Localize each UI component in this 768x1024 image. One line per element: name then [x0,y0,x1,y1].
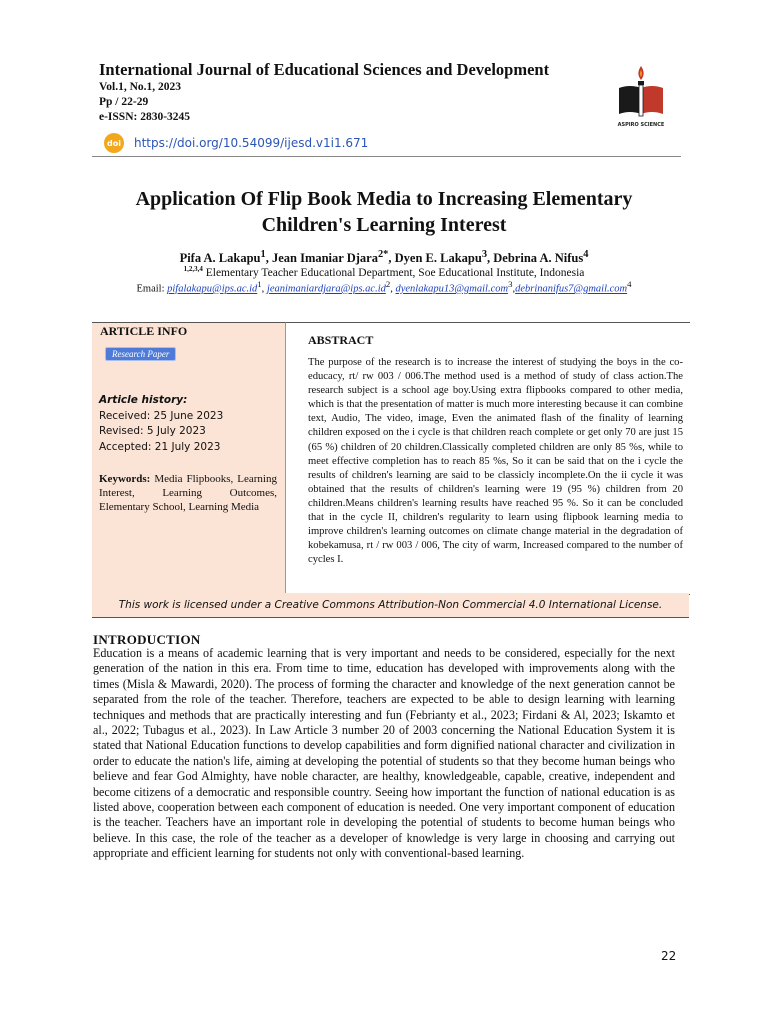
research-paper-tag: Research Paper [105,347,176,361]
received-date: Received: 25 June 2023 [99,409,224,422]
author-sup: 4 [583,249,589,260]
email-sup: 1 [257,279,262,289]
accepted-date: Accepted: 21 July 2023 [99,440,221,453]
doi-icon: doi [104,133,124,153]
history-heading: Article history: [99,394,188,406]
author-list: Pifa A. Lakapu$^1$, Jean Imaniar Djara$^{2*}$, Dyen E. Lakapu$^3$, Debrina A. Nifus$^4$ [179,249,589,266]
logo-emblem-icon [613,62,669,130]
email-link[interactable]: jeanimaniardjara@ips.ac.id [266,283,386,295]
volume-info: Vol.1, No.1, 2023 [99,81,181,93]
author-name: Dyen E. Lakapu [394,251,482,266]
doi-link[interactable]: https://doi.org/10.54099/ijesd.v1i1.671 [134,136,369,150]
introduction-text: Education is a means of academic learning that is very important and needs to be considered, especially for the next generation of the nation in this era. From time to time, education has developed with improvements along with the times (Misla & Mawardi, 2020). The process of forming the character and knowledge of the next generation cannot be separated from the role of the teacher. Therefore, teachers are expected to be able to design learning with learning techniques and methods that are practically interesting and fun (Febrianty et al., 2023; Firdani & Al, 2023; Iskamto et al., 2022; Tubagus et al., 2023). In Law Article 3 number 20 of 2003 concerning the National Education System it is stated that National Education functions to develop capabilities and form dignified national character and civilization in order to educate the nation's life, aiming at developing the potential of students so that they become human beings who believe and fear God Almighty, have noble character, are healthy, knowledgeable, capable, creative, independent and become citizens of a democratic and responsible country. Seeing how important the function of national education is as listed above, cooperation between each component of education is needed. One very important component of education is the teacher. Teachers have an important role in developing the potential of students to become human beings who believe. In this case, the role of the teacher as a developer of knowledge is very large in choosing and carrying out appropriate and efficient learning for students not only with conventional-based learning. [93,646,675,861]
license-notice [92,593,689,618]
introduction-heading: INTRODUCTION [93,632,201,647]
abstract-text: The purpose of the research is to increase the interest of studying the boys in the co-educacy, rt/ rw 003 / 006.The method used is a method of study of class action.The research subject is a school age boy.Using extra flipbooks compared to other media, which is that the presentation of matter is much more interesting because it can combine text, Audio, The video, image, Even the animated flash of the finality of learning children exposed on the i cycle is that children reach complete or get only 70 are just 15 (65 %) children of 20 children.Classically completed children are only 85 %s, while to meet effective completion has to reach 85 %s, So it can be said that on the i cycle the results of children's learning are said to be classicly incomplete.On the ii cycle it was obtained that the results of children's learning were 19 (95 %) children from 20 children.Means children's learning results have reached 95 %. So it can be concluded that in the cycle II, children's regularity to learn using flipbook learning media to improve children's learning outcomes on climate change material in the degradation of kobekamusa, rt / rw 003 / 006, The city of warm, Increased compared to the number of cycles I. [308,357,683,566]
affiliation-sup: 1,2,3,4 [183,265,203,273]
affiliation-text: Elementary Teacher Educational Department, Soe Educational Institute, Indonesia [205,266,585,279]
affiliation [60,265,708,279]
title-line-2: Children's Learning Interest [261,214,507,236]
keywords-text: Media Flipbooks, Learning Interest, Learning Outcomes, Elementary School, Learning Media [99,473,277,513]
keywords [99,472,277,514]
email-line: Email: $pifalakapu@ips.ac.id^1$, $jeanimaniardjara@ips.ac.id^2$, dyenlakapu13@gmail.com$^3$,debrinanifus7@gmail.com$^4$ [136,279,632,295]
keywords-label: Keywords: [99,473,151,485]
email-label: Email: [136,283,165,295]
abstract-heading: ABSTRACT [308,333,374,347]
article-info-heading: ARTICLE INFO [100,324,188,338]
eissn: e-ISSN: 2830-3245 [99,111,191,123]
doi-row [104,133,368,153]
author-sup: 1 [260,249,266,260]
license-text: This work is licensed under a Creative Commons Attribution-Non Commercial 4.0 International License. [118,599,663,611]
page-number: 22 [661,949,677,963]
author-name: Jean Imaniar Djara [271,251,378,266]
page-range: Pp / 22-29 [99,96,149,108]
author-sup: 2* [377,249,389,260]
journal-title: International Journal of Educational Sciences and Development [99,60,550,79]
author-name: Pifa A. Lakapu [179,251,261,266]
journal-logo [613,62,669,130]
revised-date: Revised: 5 July 2023 [99,425,206,437]
title-line-1: Application Of Flip Book Media to Increasing Elementary [135,188,633,210]
logo-caption: ASPIRO SCIENCE [617,122,665,128]
article-info-panel [92,322,285,595]
header-divider [92,156,681,157]
email-sup: 4 [627,279,632,289]
article-title [60,186,708,238]
email-link[interactable]: pifalakapu@ips.ac.id [167,283,258,295]
email-sup: 2 [385,279,391,289]
author-sup: 3 [481,249,488,260]
email-link[interactable]: dyenlakapu13@gmail.com [395,283,509,295]
email-sup: 3 [508,279,513,289]
article-history [99,393,223,455]
author-name: Debrina A. Nifus [493,251,584,266]
email-link[interactable]: debrinanifus7@gmail.com [515,283,628,295]
